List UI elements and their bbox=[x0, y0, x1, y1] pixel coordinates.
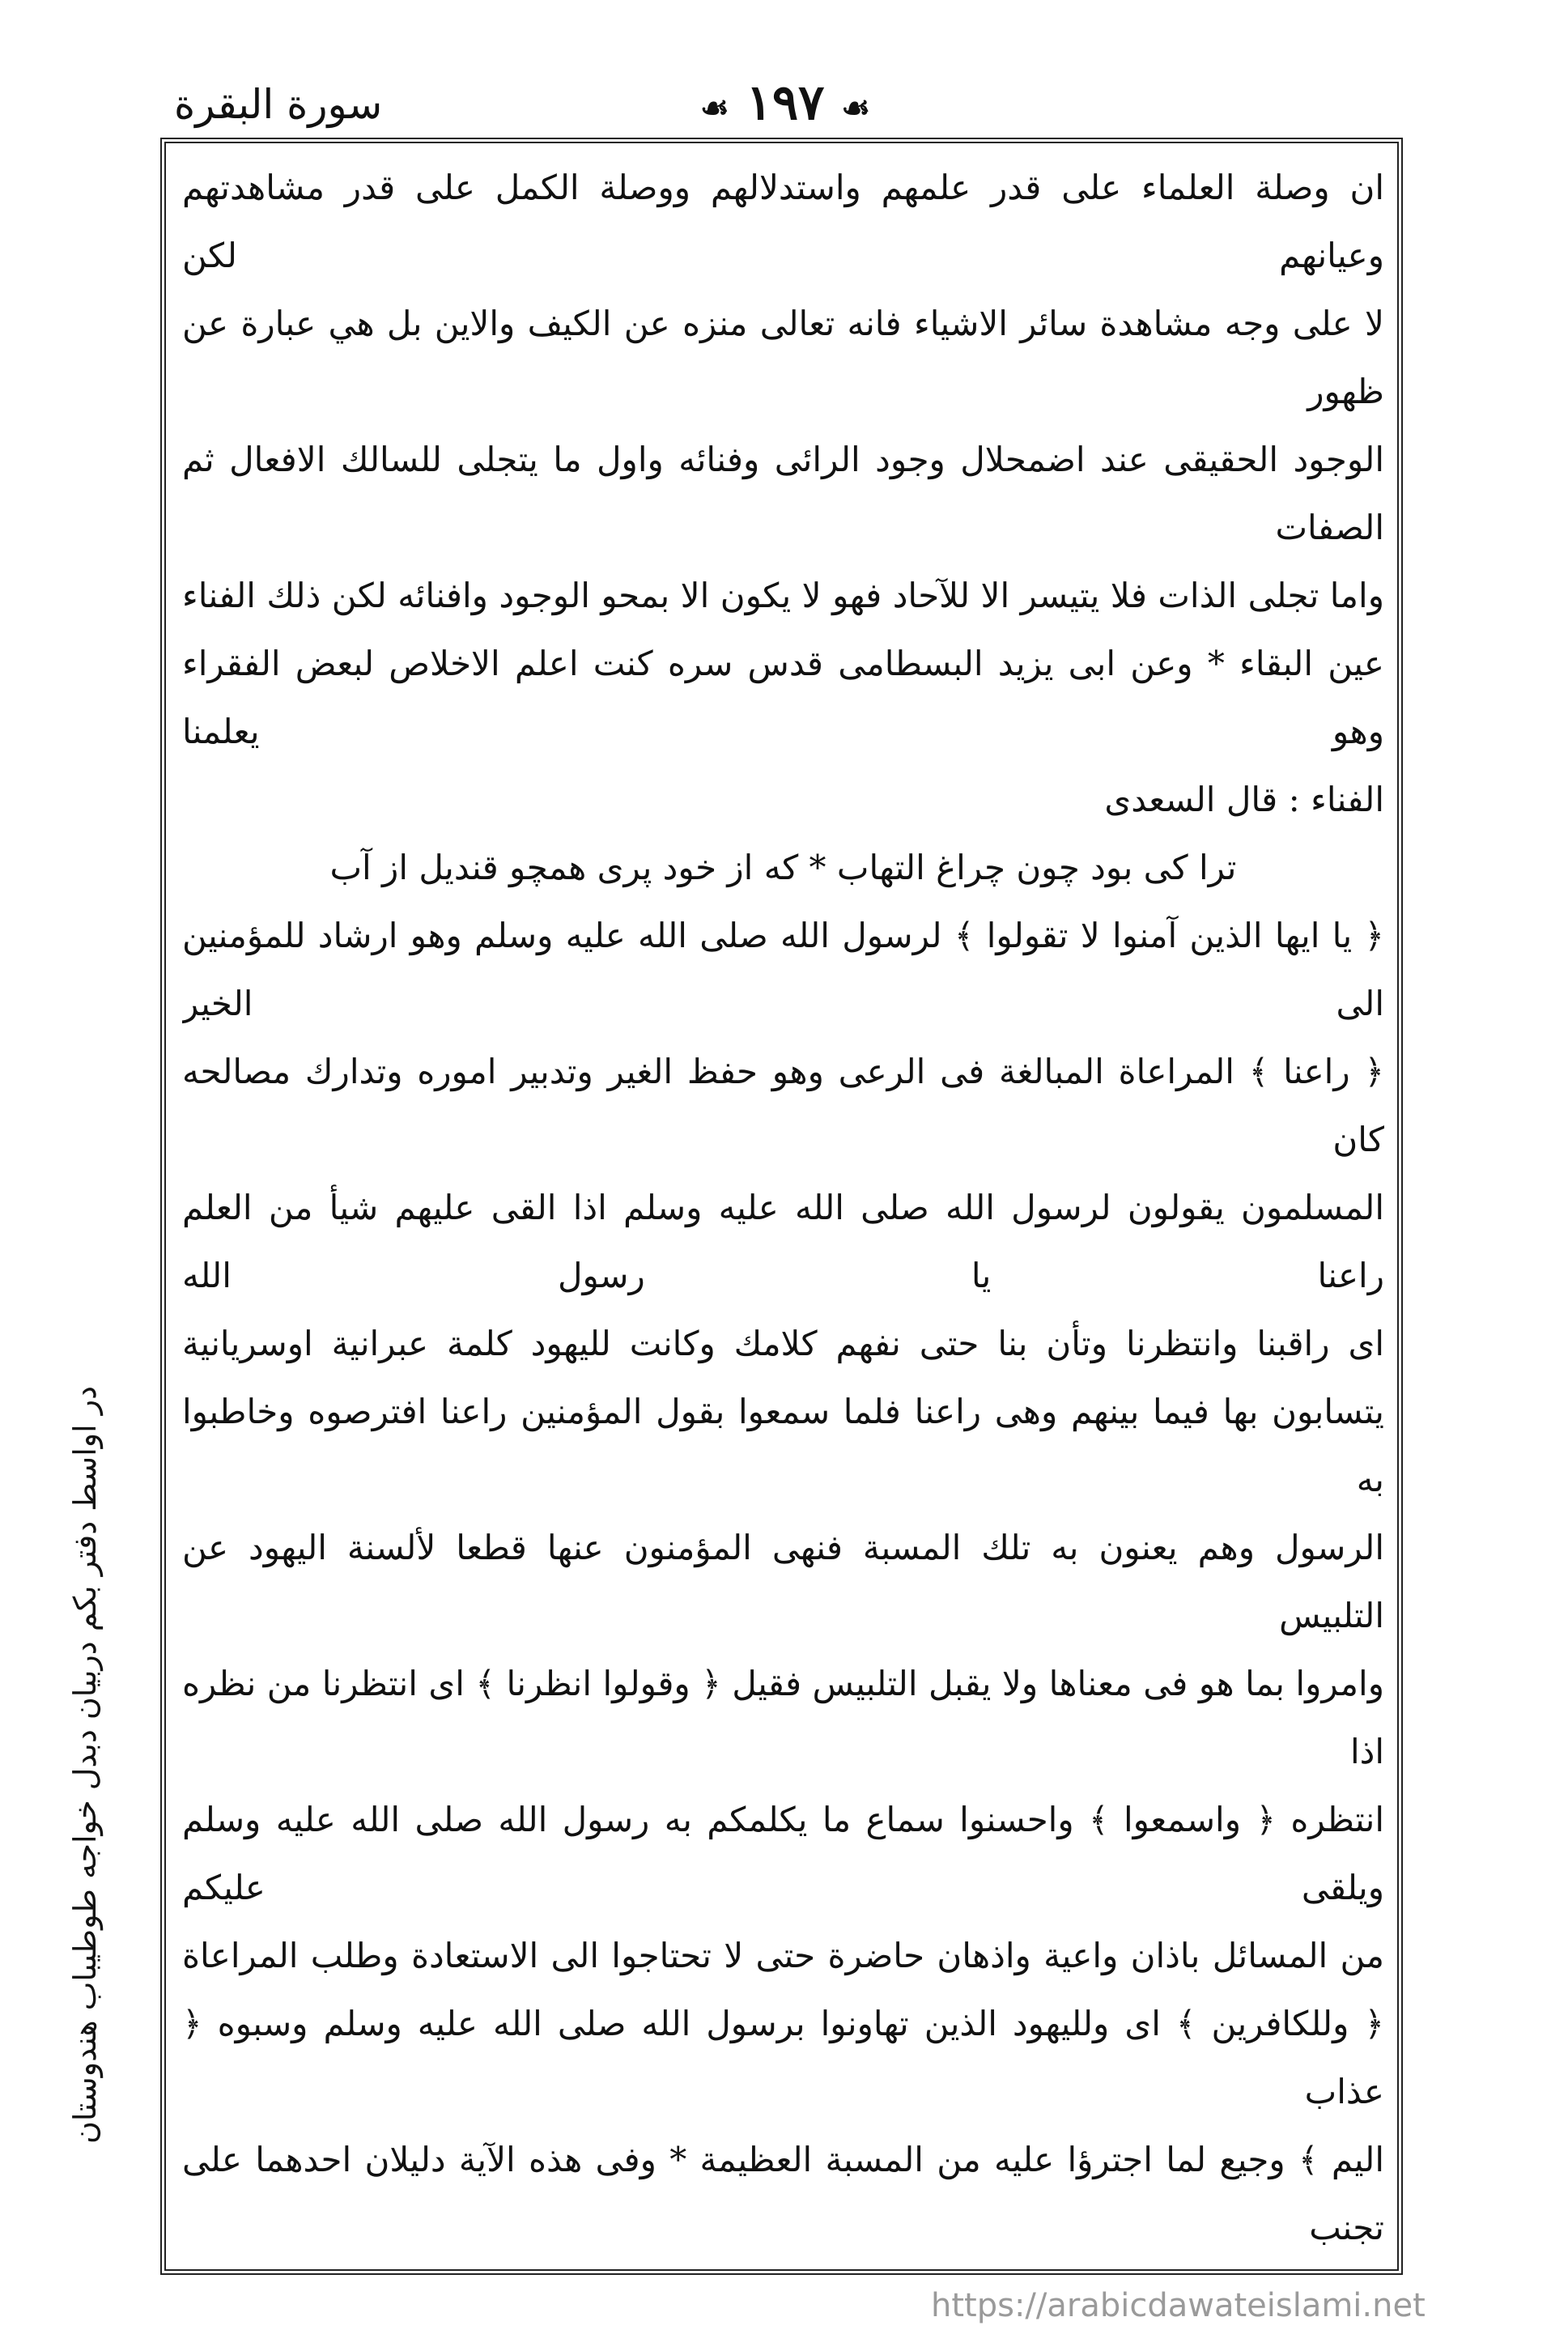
text-line: وامروا بما هو فى معناها ولا يقبل التلبيس فقيل ﴿ وقولوا انظرنا ﴾ اى انتظرنا من نظره اذا bbox=[182, 1664, 1384, 1771]
text-line: عين البقاء * وعن ابى يزيد البسطامى قدس سره كنت اعلم الاخلاص لبعض الفقراء وهو يعلمنا bbox=[182, 644, 1384, 751]
main-text bbox=[182, 154, 1384, 2267]
text-line: اليم ﴾ وجيع لما اجترؤا عليه من المسبة العظيمة * وفى هذه الآية دليلان احدهما على تجنب bbox=[182, 2140, 1384, 2247]
text-line: الفناء : قال السعدى bbox=[1104, 780, 1384, 819]
page-header bbox=[0, 0, 1568, 130]
text-line: لا على وجه مشاهدة سائر الاشياء فانه تعالى منزه عن الكيف والاين بل هي عبارة عن ظهور bbox=[182, 304, 1384, 411]
ornament-icon: ☙ bbox=[699, 89, 729, 127]
text-line: اى راقبنا وانتظرنا وتأن بنا حتى نفهم كلامك وكانت لليهود كلمة عبرانية اوسريانية bbox=[182, 1324, 1384, 1363]
text-line bbox=[182, 2262, 1384, 2267]
text-line: واما تجلى الذات فلا يتيسر الا للآحاد فهو لا يكون الا بمحو الوجود وافنائه لكن ذلك الفناء bbox=[182, 576, 1384, 615]
margin-note bbox=[49, 1312, 121, 2218]
text-line: من المسائل باذان واعية واذهان حاضرة حتى لا تحتاجوا الى الاستعادة وطلب المراعاة bbox=[182, 1936, 1384, 1975]
watermark-url: https://arabicdawateislami.net bbox=[931, 2287, 1426, 2324]
text-line: الرسول وهم يعنون به تلك المسبة فنهى المؤمنون عنها قطعا لألسنة اليهود عن التلبيس bbox=[182, 1528, 1384, 1635]
page-number-value: ١٩٧ bbox=[746, 74, 825, 131]
margin-note-text: در اواسط دفتر بكم دربيان دبدل خواجه طوطيباب هندوستان bbox=[67, 1385, 103, 2145]
page-number bbox=[664, 74, 907, 131]
surah-title: سورة البقرة bbox=[174, 81, 383, 128]
verse-line: ترا كى بود چون چراغ التهاب * كه از خود پرى همچو قنديل از آب bbox=[329, 848, 1237, 887]
text-line: ان وصلة العلماء على قدر علمهم واستدلالهم ووصلة الكمل على قدر مشاهدتهم وعيانهم لكن bbox=[182, 168, 1384, 275]
text-line: الوجود الحقيقى عند اضمحلال وجود الرائى وفنائه واول ما يتجلى للسالك الافعال ثم الصفات bbox=[182, 440, 1384, 547]
ornament-icon: ☙ bbox=[841, 89, 871, 127]
text-line: ﴿ وللكافرين ﴾ اى ولليهود الذين تهاونوا برسول الله صلى الله عليه وسلم وسبوه ﴿ عذاب bbox=[182, 2004, 1384, 2111]
text-line: ﴿ يا ايها الذين آمنوا لا تقولوا ﴾ لرسول الله صلى الله عليه وسلم وهو ارشاد للمؤمنين الى الخير bbox=[182, 916, 1384, 1023]
text-line: انتظره ﴿ واسمعوا ﴾ واحسنوا سماع ما يكلمكم به رسول الله صلى الله عليه وسلم ويلقى عليكم bbox=[182, 1800, 1384, 1907]
text-line: المسلمون يقولون لرسول الله صلى الله عليه وسلم اذا القى عليهم شيأ من العلم راعنا يا رسول الله bbox=[182, 1188, 1384, 1295]
text-line: يتسابون بها فيما بينهم وهى راعنا فلما سمعوا بقول المؤمنين راعنا افترصوه وخاطبوا به bbox=[182, 1392, 1384, 1499]
text-line: ﴿ راعنا ﴾ المراعاة المبالغة فى الرعى وهو حفظ الغير وتدبير اموره وتدارك مصالحه كان bbox=[182, 1052, 1384, 1159]
